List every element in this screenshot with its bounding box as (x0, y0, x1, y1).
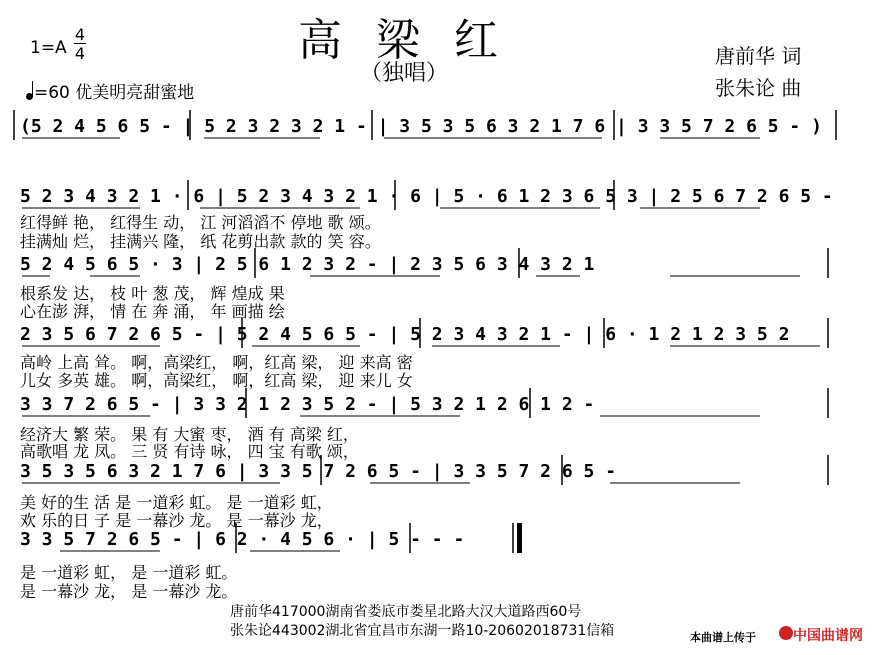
score-row-3-lyrics-2: 心在澎 湃， 情 在 奔 涌， 年 画描 绘 (20, 302, 285, 321)
score-row-6-lyrics-1: 美 好的生 活 是 一道彩 虹。 是 一道彩 虹， (20, 493, 333, 512)
page-subtitle: （独唱） (360, 61, 449, 86)
key-signature: 1=A (30, 38, 67, 58)
score-row-2-lyrics-2: 挂满灿 烂， 挂满兴 隆， 纸 花剪出款 款的 笑 容。 (20, 232, 381, 251)
score-row-6-notes: 3 5 3 5 6 3 2 1 7 6 | 3 3 5 7 2 6 5 - | 3 3 5 7 2 6 5 - (20, 461, 617, 482)
time-sig-bottom: 4 (74, 44, 86, 63)
score-row-3-lyrics-1: 根系发 达， 枝 叶 葱 茂， 辉 煌成 果 (20, 284, 285, 303)
footer-address-2: 张朱论443002湖北省宜昌市东湖一路10-20602018731信箱 (230, 623, 615, 639)
score-row-3-notes: 5 2 4 5 6 5 · 3 | 2 5 6 1 2 3 2 - | 2 3 5 6 3 4 3 2 1 (20, 254, 595, 275)
score-row-7-notes: 3 3 5 7 2 6 5 - | 6 2 · 4 5 6 · | 5 - - - (20, 529, 465, 550)
score-row-5-lyrics-1: 经济大 繁 荣。 果 有 大蜜 枣， 酒 有 高梁 红， (20, 425, 359, 444)
score-row-2-lyrics-1: 红得鲜 艳， 红得生 动， 江 河滔滔不 停地 歌 颂。 (20, 213, 381, 232)
page-title: 高 梁 红 (298, 15, 508, 66)
score-row-2-notes: 5 2 3 4 3 2 1 · 6 | 5 2 3 4 3 2 1 · 6 | 5 · 6 1 2 3 6 5 3 | 2 5 6 7 2 6 5 - (20, 186, 833, 207)
composer-credit: 张朱论 曲 (715, 76, 802, 100)
score-row-1-notes: (5 2 4 5 6 5 - | 5 2 3 2 3 2 1 - | 3 5 3 5 6 3 2 1 7 6 | 3 3 5 7 2 6 5 - ) (20, 116, 822, 137)
score-row-6-lyrics-2: 欢 乐的日 子 是 一幕沙 龙。 是 一幕沙 龙， (20, 511, 333, 530)
tempo-text: =60 优美明亮甜蜜地 (34, 83, 195, 103)
site-logo-icon (779, 626, 793, 640)
score-row-5-lyrics-2: 高歌唱 龙 凤。 三 贤 有诗 咏， 四 宝 有歌 颂， (20, 442, 359, 461)
score-row-4-notes: 2 3 5 6 7 2 6 5 - | 5 2 4 5 6 5 - | 5 2 3 4 3 2 1 - | 6 · 1 2 1 2 3 5 2 (20, 324, 790, 345)
score-row-7-lyrics-2: 是 一幕沙 龙， 是 一幕沙 龙。 (20, 582, 238, 601)
score-row-5-notes: 3 3 7 2 6 5 - | 3 3 2 1 2 3 5 2 - | 5 3 2 1 2 6 1 2 - (20, 394, 595, 415)
score-row-4-lyrics-1: 高岭 上高 耸。 啊，高梁红， 啊，红高 梁， 迎 来高 密 (20, 353, 413, 372)
score-row-4-lyrics-2: 儿女 多英 雄。 啊，高梁红， 啊，红高 梁， 迎 来儿 女 (20, 371, 413, 390)
lyricist-credit: 唐前华 词 (715, 44, 802, 68)
footer-address-1: 唐前华417000湖南省娄底市娄星北路大汉大道路西60号 (230, 604, 582, 620)
score-row-7-lyrics-1: 是 一道彩 虹， 是 一道彩 虹。 (20, 563, 238, 582)
site-logo-text[interactable]: 中国曲谱网 (793, 628, 863, 644)
time-sig-top: 4 (74, 25, 86, 44)
upload-note: 本曲谱上传于 (690, 631, 756, 644)
